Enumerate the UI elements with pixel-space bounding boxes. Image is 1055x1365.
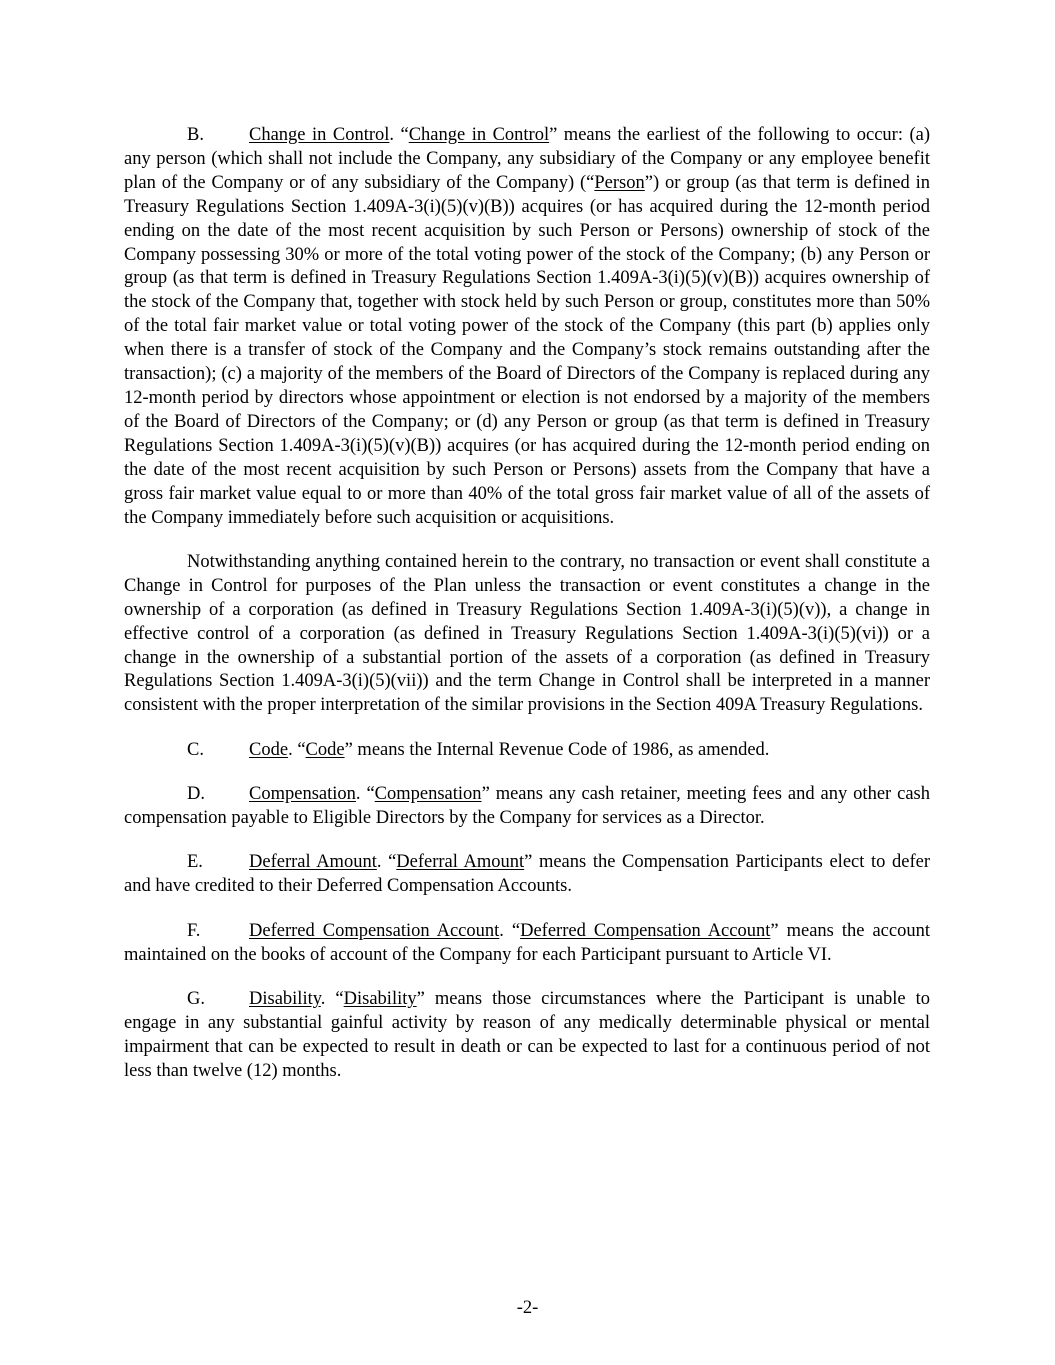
separator: . “ [355,784,375,805]
section-g-disability [124,988,930,1084]
section-marker: B. [187,125,204,145]
separator: . “ [288,739,306,760]
section-b-change-in-control [124,124,930,530]
separator: . “ [376,852,397,873]
definition-text-continued: ”) or group (as that term is defined in Treasury Regulations Section 1.409A-3(i)(5)(v)(B)) acquires (or has acquired during the 12-month period ending on the date of the most recent acquisition by such Person or Persons) ownership of stock of the Company possessing 30% or more of the total voting power of the stock of the Company; (b) any Person or group (as that term is defined in Treasury Regulations Section 1.409A-3(i)(5)(v)(B)) acquires ownership of the stock of the Company that, together with stock held by such Person or group, constitutes more than 50% of the total fair market value or total voting power of the stock of the Company (this part (b) applies only when there is a transfer of stock of the Company and the Company’s stock remains outstanding after the transaction); (c) a majority of the members of the Board of Directors of the Company is replaced during any 12-month period by directors whose appointment or election is not endorsed by a majority of the members of the Board of Directors of the Company; or (d) any Person or group (as that term is defined in Treasury Regulations Section 1.409A-3(i)(5)(v)(B)) acquires (or has acquired during the 12-month period ending on the date of the most recent acquisition by such Person or Persons) assets from the Company that have a gross fair market value equal to or more than 40% of the total gross fair market value of all of the assets of the Company immediately before such acquisition or acquisitions. [124,172,931,528]
definition-text: ” means those circumstances where the Participant is unable to engage in any substantial gainful activity by reason of any medically determinable physical or mental impairment that can be expected to result in death or can be expected to last for a continuous period of not less than twelve (12) months. [124,989,930,1081]
defined-term: Deferred Compensation Account [520,920,771,941]
definition-text: ” means the earliest of the following to occur: (a) any person (which shall not include the Company, any subsidiary of the Company or any employee benefit plan of the Company or of any subsidiary of the Company) (“ [124,125,930,193]
defined-term: Compensation [374,784,482,805]
section-marker: C. [187,739,204,760]
section-heading: Disability [249,989,321,1010]
separator: . “ [320,989,344,1010]
page-number: -2- [516,1298,539,1318]
section-d-compensation [124,783,930,831]
defined-term: Disability [343,989,417,1010]
definition-text: ” means the Compensation Participants elect to defer and have credited to their Deferred Compensation Accounts. [124,852,930,897]
section-heading: Deferral Amount [249,852,377,873]
defined-term: Change in Control [408,125,550,145]
section-heading: Code [249,739,289,760]
document-page [124,124,930,1104]
section-e-deferral-amount [124,851,930,899]
definition-text: ” means the account maintained on the books of account of the Company for each Participant pursuant to Article VI. [124,920,930,965]
defined-term: Deferral Amount [396,852,525,873]
section-marker: F. [187,920,201,941]
notwithstanding-paragraph [124,551,930,718]
separator: . “ [499,920,521,941]
paragraph-text: Notwithstanding anything contained herein to the contrary, no transaction or event shall constitute a Change in Control for purposes of the Plan unless the transaction or event constitutes a change in the ownership of a corporation (as defined in Treasury Regulations Section 1.409A-3(i)(5)(v)), a change in effective control of a corporation (as defined in Treasury Regulations Section 1.409A-3(i)(5)(vi)) or a change in the ownership of a substantial portion of the assets of a corporation (as defined in Treasury Regulations Section 1.409A-3(i)(5)(vii)) and the term Change in Control shall be interpreted in a manner consistent with the proper interpretation of the similar provisions in the Section 409A Treasury Regulations. [124,551,930,716]
section-marker: G. [187,989,205,1010]
definition-text: ” means the Internal Revenue Code of 1986, as amended. [344,739,770,760]
defined-term: Code [305,739,345,760]
separator: . “ [389,125,409,145]
section-heading: Change in Control [249,125,390,145]
definition-text: ” means any cash retainer, meeting fees and any other cash compensation payable to Eligible Directors by the Company for services as a Director. [124,784,931,829]
section-heading: Compensation [249,784,356,805]
section-f-deferred-compensation-account [124,920,930,968]
section-marker: E. [187,852,203,873]
section-c-code [124,739,930,763]
section-heading: Deferred Compensation Account [249,920,500,941]
section-marker: D. [187,784,205,805]
defined-term-person: Person [594,172,645,193]
